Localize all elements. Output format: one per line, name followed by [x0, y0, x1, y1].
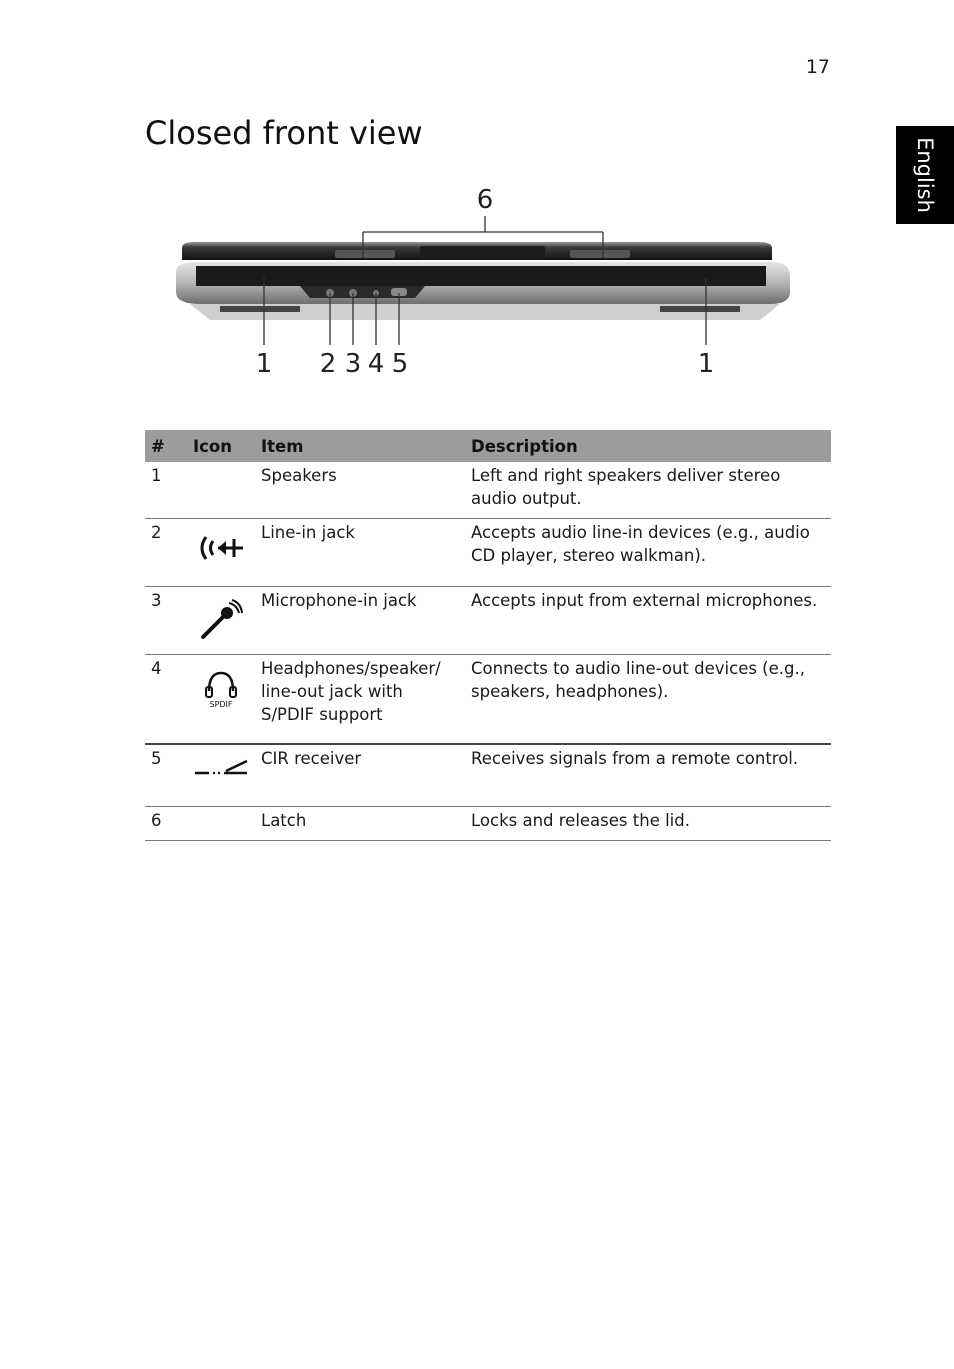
- latch-center: [420, 246, 545, 260]
- callout-5: 5: [391, 349, 409, 379]
- callout-2: 2: [319, 349, 337, 379]
- table-row: [145, 519, 831, 587]
- row-number: 6: [145, 807, 187, 841]
- header-icon: Icon: [187, 430, 255, 462]
- callout-1-left: 1: [255, 349, 273, 379]
- table-row: [145, 744, 831, 807]
- callout-4: 4: [367, 349, 385, 379]
- row-number: 2: [145, 519, 187, 587]
- header-item: Item: [255, 430, 465, 462]
- row-item: Microphone-in jack: [255, 587, 465, 655]
- language-tab-label: English: [913, 137, 938, 213]
- row-item: Line-in jack: [255, 519, 465, 587]
- callout-6: 6: [476, 185, 494, 215]
- row-description: Locks and releases the lid.: [465, 807, 831, 841]
- spdif-label: SPDIF: [209, 700, 233, 709]
- row-item: CIR receiver: [255, 744, 465, 807]
- latch-right: [570, 250, 630, 258]
- table-row: [145, 587, 831, 655]
- header-number: #: [145, 430, 187, 462]
- table-row: [145, 462, 831, 519]
- table-row: [145, 655, 831, 745]
- page-title: Closed front view: [145, 114, 423, 152]
- feature-table: [145, 430, 831, 841]
- row-number: 3: [145, 587, 187, 655]
- headphones-icon: [201, 667, 241, 709]
- row-item: Headphones/speaker/ line-out jack with S/PDIF support: [255, 655, 465, 745]
- callout-3: 3: [344, 349, 362, 379]
- speaker-strip: [196, 266, 766, 286]
- row-description: Left and right speakers deliver stereo audio output.: [465, 462, 831, 519]
- row-number: 5: [145, 744, 187, 807]
- microphone-icon: [199, 599, 243, 639]
- table-header-row: [145, 430, 831, 462]
- page-number: 17: [805, 56, 830, 78]
- row-number: 4: [145, 655, 187, 745]
- cir-receiver-icon: [193, 757, 249, 777]
- row-item: Latch: [255, 807, 465, 841]
- row-icon-empty: [187, 462, 255, 519]
- row-description: Connects to audio line-out devices (e.g., speakers, headphones).: [465, 655, 831, 745]
- row-description: Accepts audio line-in devices (e.g., audio CD player, stereo walkman).: [465, 519, 831, 587]
- table-row: [145, 807, 831, 841]
- latch-left: [335, 250, 395, 258]
- language-tab: [896, 126, 954, 224]
- row-description: Accepts input from external microphones.: [465, 587, 831, 655]
- row-item: Speakers: [255, 462, 465, 519]
- callout-1-right: 1: [697, 349, 715, 379]
- line-in-icon: [196, 531, 246, 565]
- row-number: 1: [145, 462, 187, 519]
- laptop-front-illustration: [160, 180, 800, 380]
- row-icon-empty: [187, 807, 255, 841]
- row-description: Receives signals from a remote control.: [465, 744, 831, 807]
- header-description: Description: [465, 430, 831, 462]
